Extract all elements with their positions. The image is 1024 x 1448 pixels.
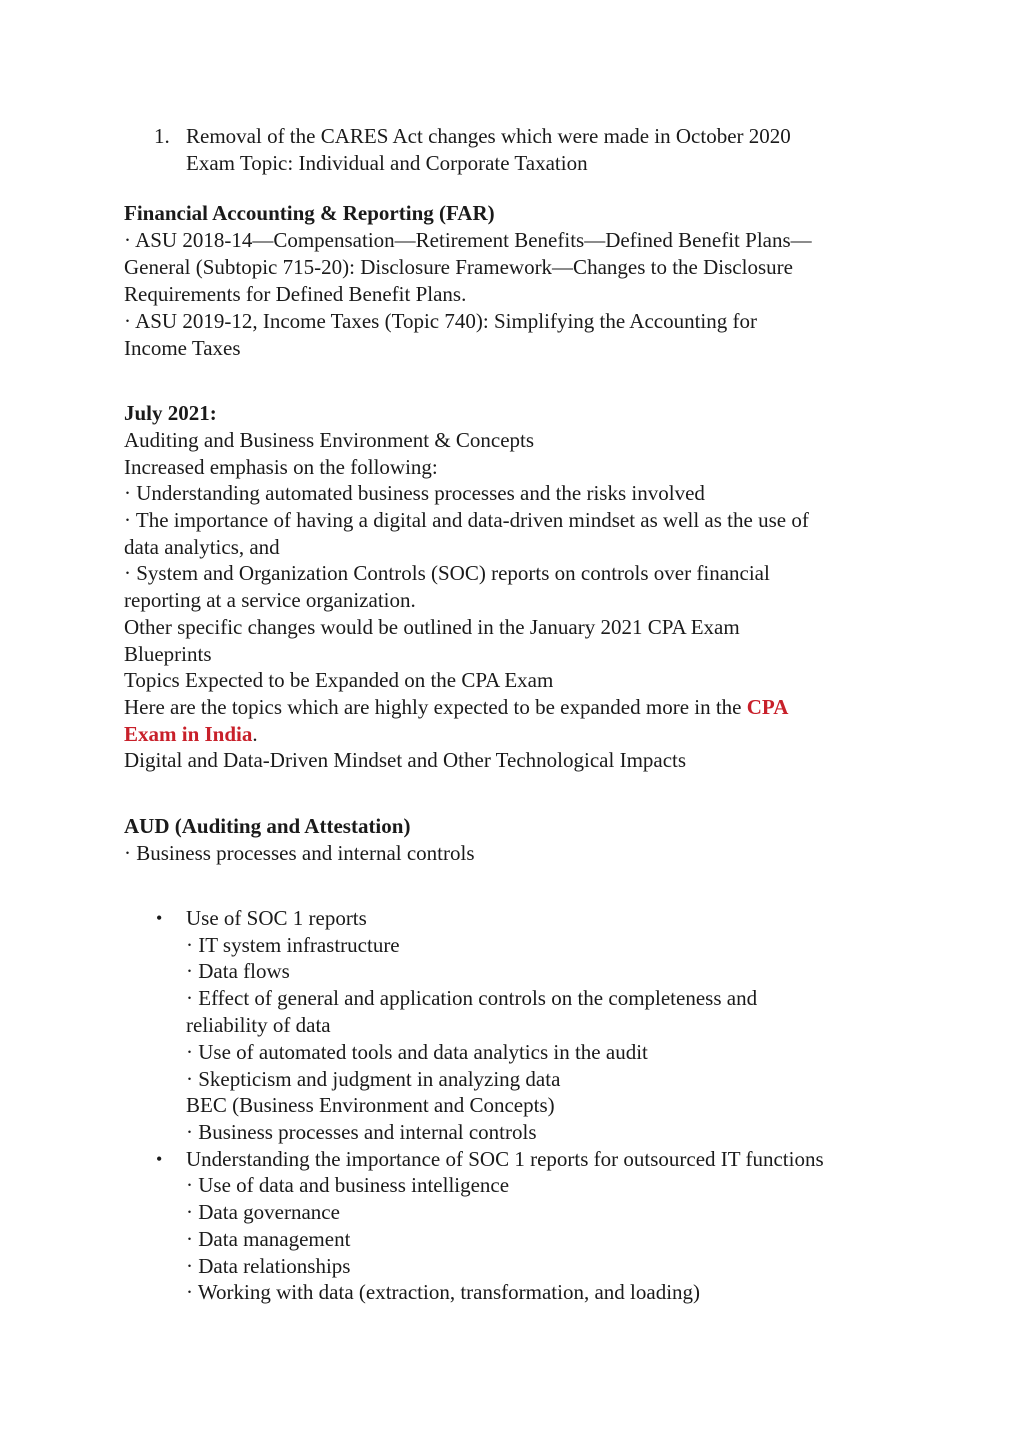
aud-intro: · Business processes and internal controls — [124, 841, 475, 865]
far-line: · ASU 2019-12, Income Taxes (Topic 740): Simplifying the Accounting for — [124, 309, 757, 333]
list-number: 1. — [154, 124, 170, 148]
july-line: data analytics, and — [124, 535, 280, 559]
numbered-item-line-2: Exam Topic: Individual and Corporate Taxation — [186, 151, 588, 175]
expanded-topics-line-2 — [124, 721, 258, 748]
bullet1-line: · Effect of general and application controls on the completeness and — [186, 986, 758, 1010]
july-last-line: Digital and Data-Driven Mindset and Other Technological Impacts — [124, 748, 687, 772]
aud-heading: AUD (Auditing and Attestation) — [124, 814, 411, 838]
period: . — [252, 722, 258, 746]
bullet1-line: · Use of automated tools and data analytics in the audit — [186, 1040, 648, 1064]
expanded-topics-text: Here are the topics which are highly expected to be expanded more in the — [124, 695, 747, 719]
far-heading: Financial Accounting & Reporting (FAR) — [124, 201, 495, 225]
july-line: · Understanding automated business processes and the risks involved — [124, 481, 705, 505]
numbered-item-line-1: Removal of the CARES Act changes which were made in October 2020 — [186, 124, 791, 148]
bullet2-line: · Data relationships — [186, 1254, 351, 1278]
july-line: Other specific changes would be outlined in the January 2021 CPA Exam — [124, 615, 740, 639]
cpa-exam-india-link[interactable]: CPA — [746, 695, 789, 719]
july-line: Topics Expected to be Expanded on the CPA Exam — [124, 668, 554, 692]
bullet2-line: · Data governance — [186, 1200, 340, 1224]
july-line: · The importance of having a digital and data-driven mindset as well as the use of — [124, 508, 809, 532]
bullet2-line: · Data management — [186, 1227, 351, 1251]
bullet1-line: · Data flows — [186, 959, 290, 983]
bullet-icon: • — [156, 1149, 163, 1169]
july-line: reporting at a service organization. — [124, 588, 416, 612]
july-line: Blueprints — [124, 642, 212, 666]
july-heading: July 2021: — [124, 401, 217, 425]
bullet1-title: Use of SOC 1 reports — [186, 906, 367, 930]
expanded-topics-line — [124, 694, 788, 721]
bullet-icon: • — [156, 908, 163, 928]
july-line: Increased emphasis on the following: — [124, 455, 438, 479]
far-line: Requirements for Defined Benefit Plans. — [124, 282, 467, 306]
bullet1-line: · Skepticism and judgment in analyzing data — [186, 1067, 561, 1091]
july-line: · System and Organization Controls (SOC) reports on controls over financial — [124, 561, 770, 585]
bullet1-line: BEC (Business Environment and Concepts) — [186, 1093, 555, 1117]
far-line: General (Subtopic 715-20): Disclosure Framework—Changes to the Disclosure — [124, 255, 793, 279]
cpa-exam-india-link-cont[interactable]: Exam in India — [124, 722, 253, 746]
far-line: Income Taxes — [124, 336, 241, 360]
bullet2-title: Understanding the importance of SOC 1 reports for outsourced IT functions — [186, 1147, 824, 1171]
bullet1-line: · IT system infrastructure — [186, 933, 400, 957]
bullet1-line: reliability of data — [186, 1013, 331, 1037]
july-line: Auditing and Business Environment & Concepts — [124, 428, 535, 452]
bullet2-line: · Use of data and business intelligence — [186, 1173, 510, 1197]
bullet1-line: · Business processes and internal controls — [186, 1120, 537, 1144]
far-line: · ASU 2018-14—Compensation—Retirement Benefits—Defined Benefit Plans— — [124, 228, 812, 252]
bullet2-line: · Working with data (extraction, transformation, and loading) — [186, 1280, 701, 1304]
